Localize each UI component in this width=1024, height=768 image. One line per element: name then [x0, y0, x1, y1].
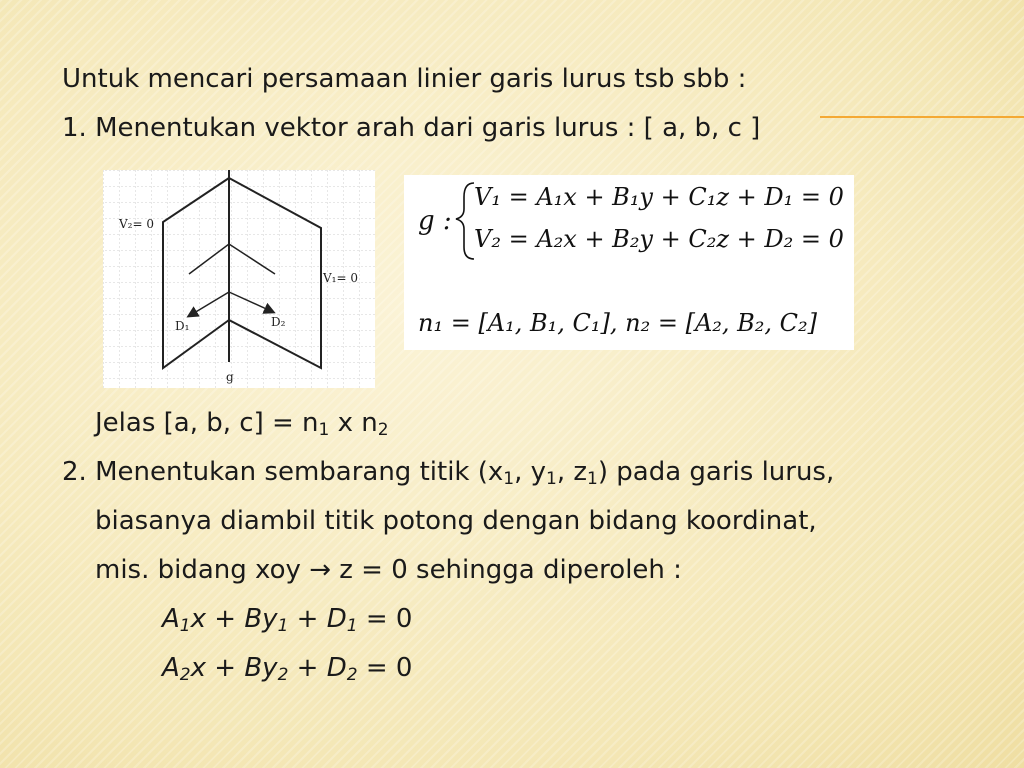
- sub-1: 1: [318, 420, 330, 440]
- jelas-line: [95, 407, 389, 439]
- d2-label: D₂: [271, 315, 286, 329]
- eq1-d: + D: [288, 604, 347, 634]
- planes-diagram: [103, 170, 375, 388]
- mis-text-a: mis. bidang xoy: [95, 555, 310, 585]
- step-2-text-d: ) pada garis lurus,: [597, 457, 835, 487]
- equation-v1: V₁ = A₁x + B₁y + C₁z + D₁ = 0: [474, 183, 844, 211]
- biasanya-line: biasanya diambil titik potong dengan bidang koordinat,: [95, 506, 817, 536]
- eq2-sub-a: 2: [179, 665, 191, 685]
- step-2-text-b: , y: [514, 457, 547, 487]
- eq1-rest: = 0: [357, 604, 413, 634]
- equations-svg: [404, 175, 854, 350]
- sub-2: 2: [377, 420, 389, 440]
- eq1-a: A: [162, 604, 180, 634]
- g-label: g: [226, 370, 234, 384]
- intro-line: Untuk mencari persamaan linier garis lurus tsb sbb :: [62, 64, 747, 94]
- d1-label: D₁: [175, 319, 190, 333]
- equation-1: [162, 603, 412, 635]
- eq2-sub-y: 2: [277, 665, 289, 685]
- accent-rule: [820, 116, 1024, 118]
- sub-z: 1: [587, 469, 598, 489]
- right-arrow-icon: →: [309, 555, 331, 585]
- jelas-text: Jelas [a, b, c] = n: [95, 408, 319, 438]
- eq2-a: A: [162, 653, 180, 683]
- planes-diagram-svg: [103, 170, 375, 388]
- eq2-sub-d: 2: [346, 665, 358, 685]
- equation-v2: V₂ = A₂x + B₂y + C₂z + D₂ = 0: [474, 225, 844, 253]
- v2-label: V₂= 0: [119, 217, 154, 231]
- sub-x: 1: [503, 469, 515, 489]
- brace-icon: [456, 183, 474, 259]
- eq1-sub-y: 1: [277, 616, 289, 636]
- mis-line: [95, 554, 682, 586]
- mis-text-b: z = 0 sehingga diperoleh :: [330, 555, 682, 585]
- step-2-line: [62, 456, 834, 488]
- step-1-line: 1. Menentukan vektor arah dari garis lurus : [ a, b, c ]: [62, 113, 761, 143]
- sub-y: 1: [546, 469, 557, 489]
- equation-2: [162, 652, 412, 684]
- eq1-sub-d: 1: [346, 616, 358, 636]
- equations-image: [404, 175, 854, 350]
- cross-text: x n: [329, 408, 378, 438]
- eq2-rest: = 0: [357, 653, 413, 683]
- eq2-d: + D: [288, 653, 347, 683]
- step-2-text-a: 2. Menentukan sembarang titik (x: [62, 457, 504, 487]
- eq1-x: x + By: [190, 604, 278, 634]
- g-prefix: g :: [418, 206, 452, 236]
- step-2-text-c: , z: [556, 457, 588, 487]
- eq1-sub-a: 1: [179, 616, 191, 636]
- normal-vectors: n₁ = [A₁, B₁, C₁], n₂ = [A₂, B₂, C₂]: [418, 309, 818, 337]
- eq2-x: x + By: [190, 653, 278, 683]
- v1-label: V₁= 0: [323, 271, 358, 285]
